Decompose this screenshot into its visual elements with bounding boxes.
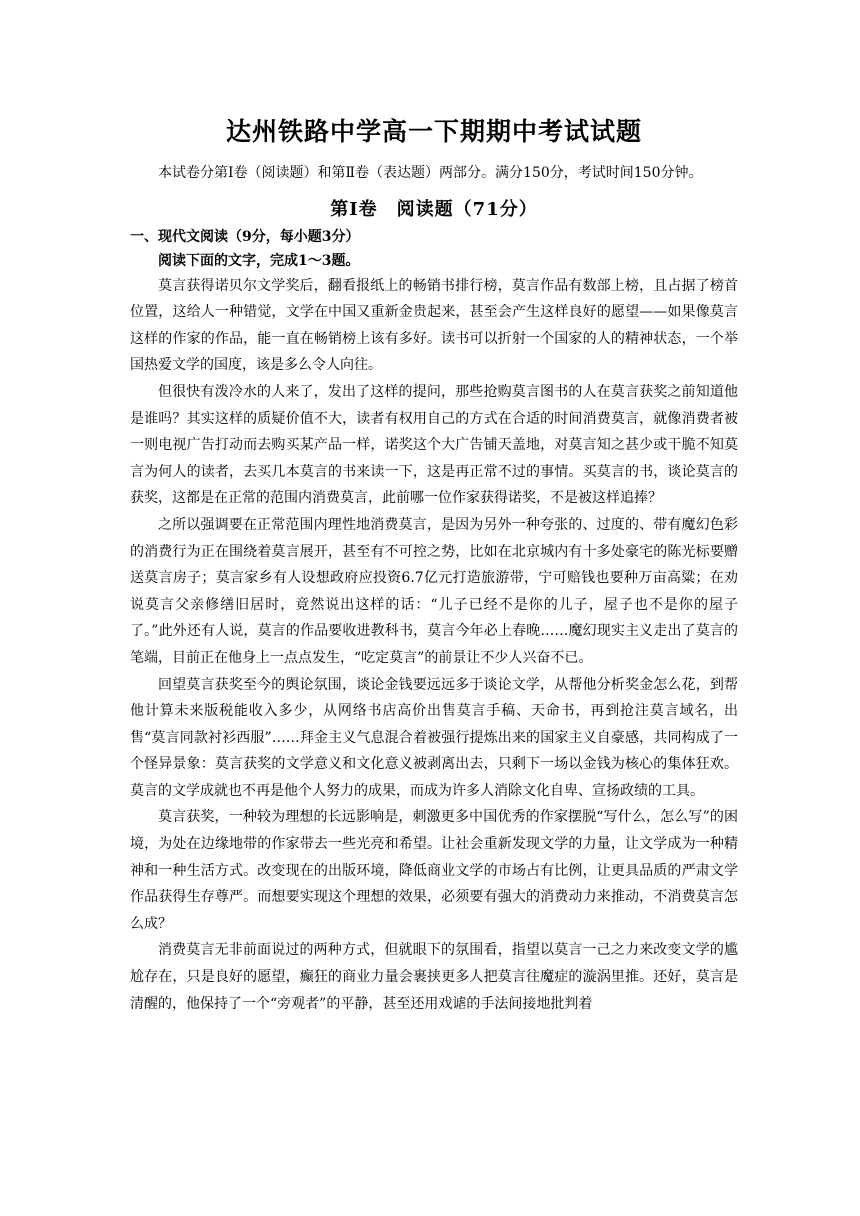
- reading-instruction: 阅读下面的文字，完成1～3题。: [158, 252, 360, 269]
- paragraph: 但很快有泼冷水的人来了，发出了这样的提问，那些抢购莫言图书的人在莫言获奖之前知道他是谁吗？其实这样的质疑价值不大，读者有权用自己的方式在合适的时间消费莫言，就像消费者被一则电视广告打动而去购买某产品一样，诺奖这个大广告铺天盖地，对莫言知之甚少或干脆不知莫言为何人的读者，去买几本莫言的书来读一下，这是再正常不过的事情。买莫言的书，谈论莫言的获奖，这都是在正常的范围内消费莫言，此前哪一位作家获得诺奖，不是被这样追捧？: [130, 383, 738, 507]
- paragraph: 莫言获得诺贝尔文学奖后，翻看报纸上的畅销书排行榜，莫言作品有数部上榜，且占据了榜首位置，这给人一种错觉，文学在中国又重新金贵起来，甚至会产生这样良好的愿望——如果像莫言这样的作家的作品，能一直在畅销榜上该有多好。读书可以折射一个国家的人的精神状态，一个举国热爱文学的国度，该是多么令人向往。: [130, 277, 738, 374]
- exam-title: 达州铁路中学高一下期期中考试试题: [225, 117, 642, 146]
- paragraph: 回望莫言获奖至今的舆论氛围，谈论金钱要远远多于谈论文学，从帮他分析奖金怎么花，到帮他计算未来版税能收入多少，从网络书店高价出售莫言手稿、天命书，再到抢注莫言域名，出售“莫言同款衬衫西服”……拜金主义气息混合着被强行提炼出来的国家主义自豪感，共同构成了一个怪异景象：莫言获奖的文学意义和文化意义被剥离出去，只剩下一场以金钱为核心的集体狂欢。莫言的文学成就也不再是他个人努力的成果，而成为许多人消除文化自卑、宣扬政绩的工具。: [130, 676, 738, 799]
- paragraph: 之所以强调要在正常范围内理性地消费莫言，是因为另外一种夸张的、过度的、带有魔幻色彩的消费行为正在围绕着莫言展开，甚至有不可控之势，比如在北京城内有十多处豪宅的陈光标要赠送莫言房子；莫言家乡有人设想政府应投资6.7亿元打造旅游带，宁可赔钱也要种万亩高粱；在劝说莫言父亲修缮旧居时，竟然说出这样的话：“儿子已经不是你的儿子，屋子也不是你的屋子了。”此外还有人说，莫言的作品要收进教科书，莫言今年必上春晚……魔幻现实主义走出了莫言的笔端，目前正在他身上一点点发生，“吃定莫言”的前景让不少人兴奋不已。: [130, 516, 738, 666]
- document-body: [130, 112, 738, 1017]
- paragraph: 消费莫言无非前面说过的两种方式，但就眼下的氛围看，指望以莫言一己之力来改变文学的尴尬存在，只是良好的愿望，癫狂的商业力量会裹挟更多人把莫言往魔症的漩涡里推。还好，莫言是清醒的，他保持了一个“旁观者”的平静，甚至还用戏谑的手法间接地批判着: [130, 942, 738, 1012]
- section-title: 第Ⅰ卷 阅读题（71分）: [330, 198, 538, 220]
- paragraph: 莫言获奖，一种较为理想的长远影响是，刺激更多中国优秀的作家摆脱“写什么，怎么写”的困境，为处在边缘地带的作家带去一些光亮和希望。让社会重新发现文学的力量，让文学成为一种精神和一种生活方式。改变现在的出版环境，降低商业文学的市场占有比例，让更具品质的严肃文学作品获得生存尊严。而想要实现这个理想的效果，必须要有强大的消费动力来推动，不消费莫言怎么成？: [130, 809, 738, 932]
- question-heading: 一、现代文阅读（9分，每小题3分）: [130, 228, 360, 245]
- exam-intro: 本试卷分第Ⅰ卷（阅读题）和第Ⅱ卷（表达题）两部分。满分150分，考试时间150分钟。: [158, 165, 703, 181]
